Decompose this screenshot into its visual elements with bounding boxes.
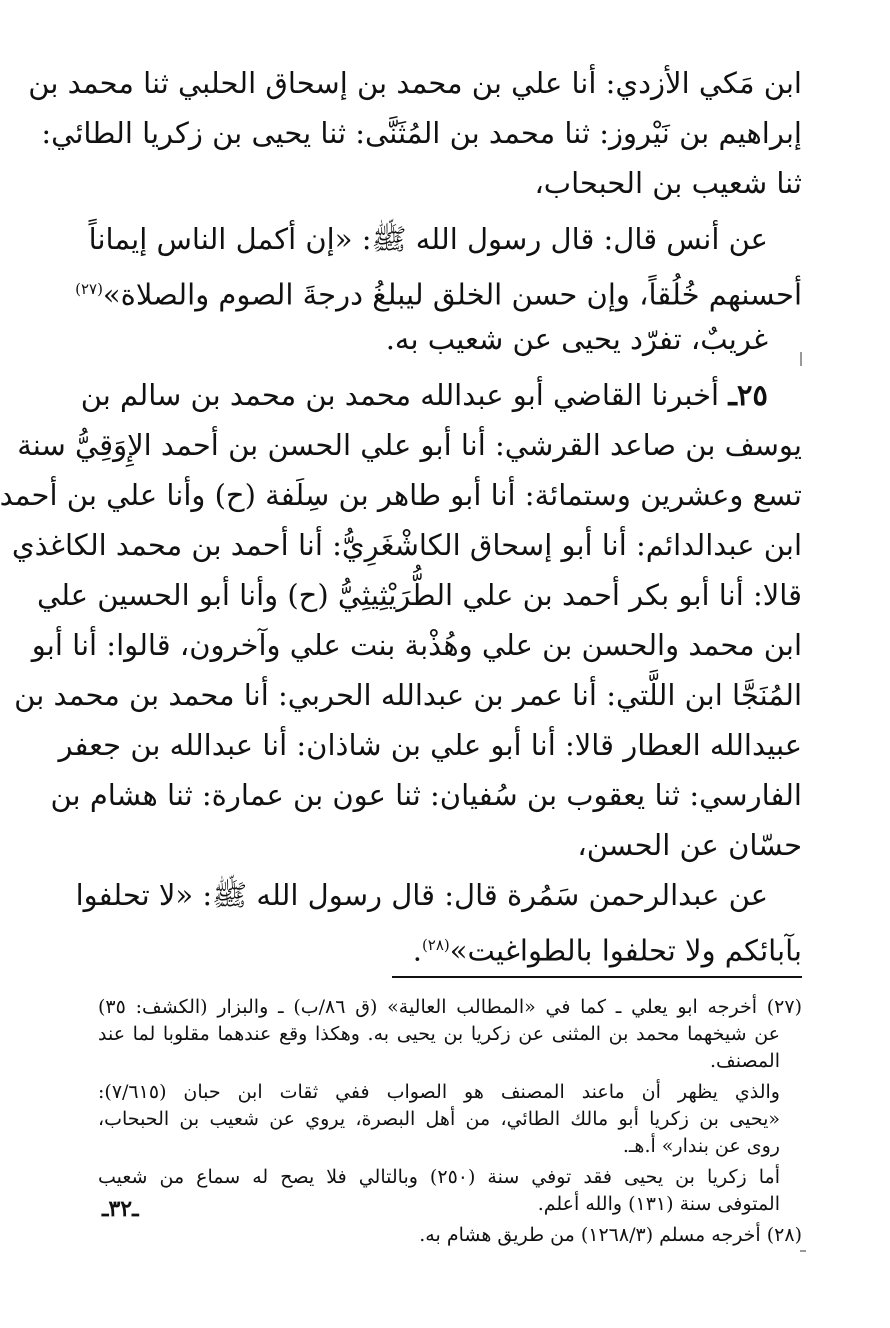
line-text: المتوفى سنة (١٣١) والله أعلم. (537, 1193, 780, 1215)
line-text: أما زكريا بن يحيى فقد توفي سنة (٢٥٠) وبالتالي فلا يصح له سماع من شعيب (98, 1166, 781, 1188)
line-text: عن شيخهما محمد بن المثنى عن زكريا بن يحيى به. وهكذا وقع عندهما مقلوبا لما عند (98, 1023, 780, 1045)
text-line (41, 108, 802, 158)
text-line (31, 620, 802, 670)
line-text: (٢٨) أخرجه مسلم (١٢٦٨/٣) من طريق هشام به. (419, 1224, 802, 1246)
line-tail: . (412, 933, 422, 968)
footnote-separator (392, 976, 802, 978)
margin-mark (800, 1250, 806, 1252)
line-text: أخبرنا القاضي أبو عبدالله محمد بن محمد بن سالم بن (80, 378, 729, 412)
footnote-line (98, 1048, 802, 1075)
line-text: ابن محمد والحسن بن علي وهُذْبة بنت علي وآخرون، قالوا: أنا أبو (31, 628, 802, 662)
line-text: روى عن بندار» أ.هـ. (622, 1135, 780, 1157)
text-line (58, 720, 802, 770)
line-text: والذي يظهر أن ماعند المصنف هو الصواب ففي ثقات ابن حبان (٧/٦١٥): (98, 1081, 780, 1103)
footnote-reference[interactable]: (٢٨) (421, 936, 450, 954)
footnote-line (98, 1222, 802, 1249)
text-line (88, 214, 802, 264)
line-text: المصنف. (710, 1050, 780, 1072)
text-line (17, 420, 802, 470)
text-line (14, 670, 802, 720)
line-text: بآبائكم ولا تحلفوا بالطواغيت» (449, 933, 802, 968)
line-text: يوسف بن صاعد القرشي: أنا أبو علي الحسن بن أحمد الإِوَقِيُّ سنة (17, 428, 802, 462)
line-text: عبيدالله العطار قالا: أنا أبو علي بن شاذان: أنا عبدالله بن جعفر (58, 728, 802, 762)
line-text: أحسنهم خُلُقاً، وإن حسن الخلق ليبلغُ درجةَ الصوم والصلاة» (102, 277, 802, 312)
book-page (0, 58, 802, 1249)
text-line (98, 920, 802, 970)
text-line (11, 520, 802, 570)
margin-mark (800, 352, 802, 366)
footnote-line (98, 1133, 802, 1160)
text-line (98, 820, 802, 870)
line-text: إبراهيم بن نَيْروز: ثنا محمد بن المُثَنَّى: ثنا يحيى بن زكريا الطائي: (41, 116, 802, 150)
line-text: «يحيى بن زكريا أبو مالك الطائي، من أهل البصرة، يروي عن شعيب بن الحبحاب، (98, 1108, 780, 1130)
footnote-line (98, 1106, 802, 1133)
footnote-line (98, 1164, 802, 1191)
text-line (98, 158, 802, 208)
footnotes (98, 994, 802, 1249)
text-line (75, 264, 802, 314)
text-line (98, 314, 802, 364)
text-line (50, 770, 802, 820)
footnote-reference[interactable]: (٢٧) (75, 280, 103, 298)
footnote-line (98, 994, 802, 1021)
line-text: غريبٌ، تفرّد يحيى عن شعيب به. (385, 322, 768, 356)
line-text: ثنا شعيب بن الحبحاب، (534, 166, 802, 200)
main-text (0, 58, 802, 970)
line-text: تسع وعشرين وستمائة: أنا أبو طاهر بن سِلَفة (ح) وأنا علي بن أحمد (0, 478, 802, 512)
line-text: المُنَجَّا ابن اللَّتي: أنا عمر بن عبدالله الحربي: أنا محمد بن محمد بن (14, 678, 802, 712)
line-text: الفارسي: ثنا يعقوب بن سُفيان: ثنا عون بن عمارة: ثنا هشام بن (50, 778, 802, 812)
hadith-number: ٢٥ـ (728, 378, 768, 412)
page-number: ـ٣٢ـ (102, 1196, 139, 1222)
line-text: عن عبدالرحمن سَمُرة قال: قال رسول الله ﷺ: «لا تحلفوا (75, 878, 768, 912)
line-text: ابن مَكي الأزدي: أنا علي بن محمد بن إسحاق الحلبي ثنا محمد بن (28, 66, 802, 100)
text-line (37, 570, 802, 620)
text-line (28, 58, 802, 108)
line-text: عن أنس قال: قال رسول الله ﷺ: «إن أكمل الناس إيماناً (88, 222, 768, 256)
text-line (75, 870, 802, 920)
footnote-line (98, 1191, 802, 1218)
footnote-line (98, 1021, 802, 1048)
line-text: قالا: أنا أبو بكر أحمد بن علي الطُّرَيْثِيثِيُّ (ح) وأنا أبو الحسين علي (37, 578, 802, 612)
footnote-line (98, 1079, 802, 1106)
text-line (0, 470, 802, 520)
line-text: ابن عبدالدائم: أنا أبو إسحاق الكاشْغَرِيُّ: أنا أحمد بن محمد الكاغذي (11, 528, 802, 562)
line-text: (٢٧) أخرجه ابو يعلي ـ كما في «المطالب العالية» (ق ٨٦/ب) ـ والبزار (الكشف: ٣٥) (98, 996, 802, 1018)
line-text: حسّان عن الحسن، (577, 828, 802, 862)
text-line (80, 370, 802, 420)
